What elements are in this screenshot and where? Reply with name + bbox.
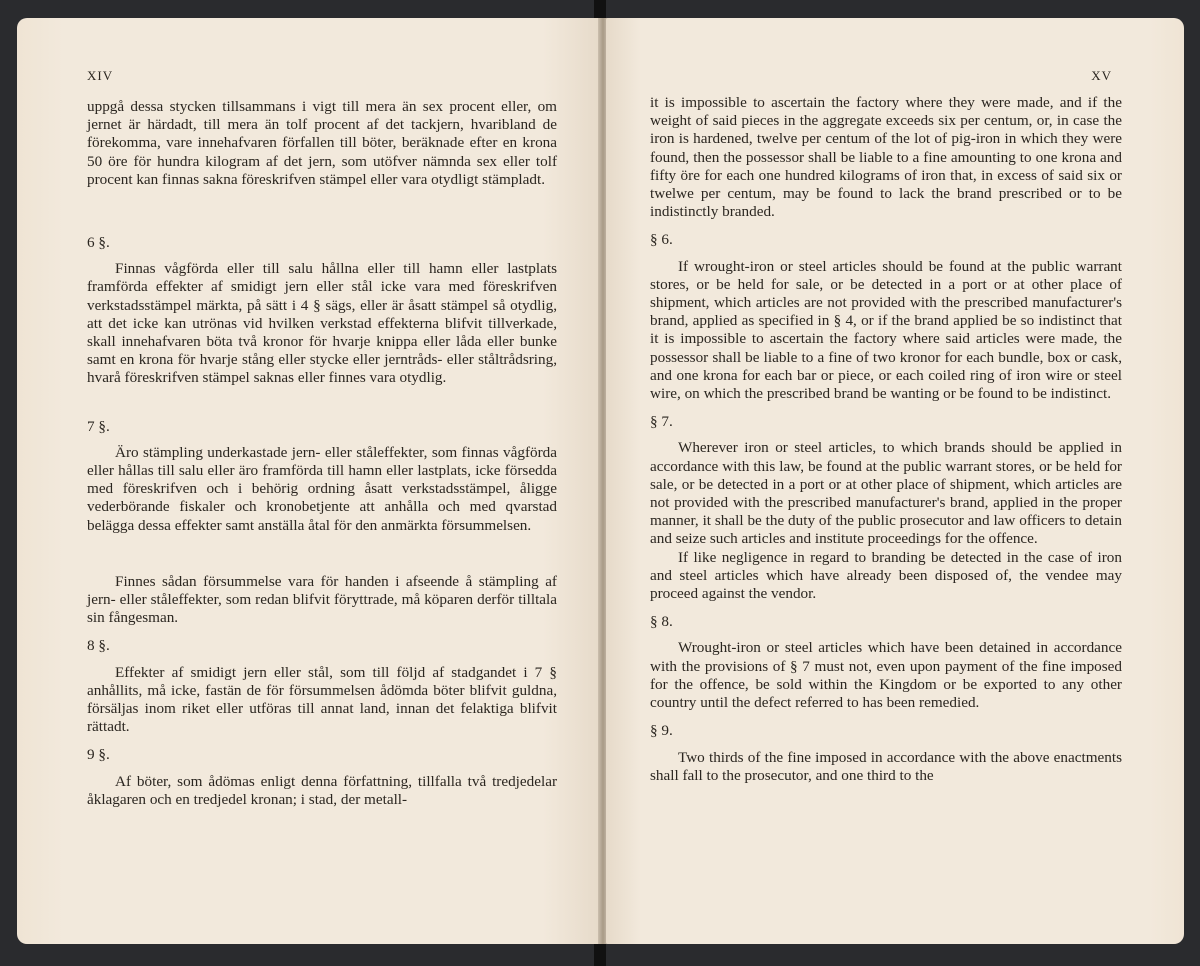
- bottom-clip: [594, 944, 606, 966]
- left-sec8-heading: 8 §.: [87, 637, 110, 655]
- right-sec8-text: Wrought-iron or steel articles which have been detained in accordance with the provisions of § 7 must not, even upon payment of the fine imposed for the offence, be sold within the Kingdom or be exported to any other country until the defect referred to has been remedied.: [650, 639, 1122, 712]
- right-page-number: XV: [1091, 68, 1112, 83]
- right-text-column: [650, 94, 1122, 785]
- top-clip: [594, 0, 606, 20]
- right-sec7-heading: § 7.: [650, 413, 673, 431]
- right-sec7-text-2: If like negligence in regard to branding be detected in the case of iron and steel articles which have already been disposed of, the vendee may proceed against the vendor.: [650, 548, 1122, 603]
- right-sec6-text: If wrought-iron or steel articles should be found at the public warrant stores, or be held for sale, or be detected in a port or at other place of shipment, which articles are not provided with the prescribed manufacturer's brand, applied as specified in § 4, or if the brand applied be so indistinct that it is impossible to ascertain the factory where said articles were made, the possessor shall be liable to a fine of two kronor for each bundle, box or cask, and one krona for each bar or piece, or each coiled ring of iron wire or steel wire, on which the prescribed brand be wanting or be found to be indistinct.: [650, 257, 1122, 403]
- left-sec6-text: Finnas vågförda eller till salu hållna eller till hamn eller lastplats framförda effekter af smidigt jern eller stål icke vara med föreskrifven verkstadsstämpel märkta, på sätt i 4 § sägs, eller är åsatt stämpel så otydlig, att det icke kan utrönas vid hvilken verkstad effekterna blifvit tillverkade, skall innehafvaren böta två kronor för hvarje knippa eller låda eller bunke samt en krona för hvarje stång eller stycke eller jerntråds- eller ståltrådsring, hvarå föreskrifven stämpel saknas eller finnes vara otydlig.: [87, 260, 557, 387]
- right-page: [606, 18, 1184, 944]
- left-sec9-heading: 9 §.: [87, 746, 110, 764]
- left-sec7-text-1: Äro stämpling underkastade jern- eller ståleffekter, som finnas vågförda eller hållas till salu eller äro framförda till hamn eller lastplats, icke försedda med föreskrifven och i behörig ordning åsatt verkstadsstämpel, åligge vederbörande fiskaler och kronobetjente att anhålla och med qvarstad belägga dessa effekter samt anställa åtal för den anmärkta försummelsen.: [87, 443, 557, 534]
- left-text-column: [87, 98, 557, 809]
- left-block-1: uppgå dessa stycken tillsammans i vigt till mera än sex procent eller, om jernet är härdadt, till mera än tolf procent af det tackjern, hvaribland de förekomma, vare innehafvaren förfallen till böter, beräknade efter en krona 50 öre för hundra kilogram af det jern, som utöfver nämnda sex eller tolf procent kan finnas sakna föreskrifven stämpel eller vara otydligt stämpladt.: [87, 98, 557, 188]
- right-sec9-heading: § 9.: [650, 722, 673, 740]
- left-page-number: XIV: [87, 68, 114, 83]
- left-sec7-text-2: Finnes sådan försummelse vara för handen i afseende å stämpling af jern- eller ståleffekter, som redan blifvit föryttrade, må köparen derför tilltala sin fångesman.: [87, 572, 557, 627]
- left-sec7-heading: 7 §.: [87, 417, 110, 435]
- left-sec9-text: Af böter, som ådömas enligt denna författning, tillfalla två tredjedelar åklagaren och en tredjedel kronan; i stad, der metall-: [87, 772, 557, 808]
- right-block-1: it is impossible to ascertain the factory where they were made, and if the weight of said pieces in the aggregate exceeds six per centum, or, in case the iron is hardened, twelve per centum of the lot of pig-iron in which they were found, then the possessor shall be liable to a fine amounting to one krona and fifty öre for each one hundred kilograms of iron that, in excess of said six or twelwe per centum, may be found to lack the brand prescribed or to be indistinctly branded.: [650, 94, 1122, 221]
- left-sec6-heading: 6 §.: [87, 234, 110, 252]
- left-page: [17, 18, 601, 944]
- right-sec8-heading: § 8.: [650, 613, 673, 631]
- right-sec9-text: Two thirds of the fine imposed in accordance with the above enactments shall fall to the prosecutor, and one third to the: [650, 748, 1122, 784]
- left-sec8-text: Effekter af smidigt jern eller stål, som till följd af stadgandet i 7 § anhållits, må icke, fastän de för försummelsen ådömda böter blifvit guldna, försäljas inom riket eller utföras till annat land, innan det felaktiga blifvit rättadt.: [87, 663, 557, 736]
- right-sec7-text-1: Wherever iron or steel articles, to which brands should be applied in accordance with this law, be found at the public warrant stores, or be held for sale, or be detected in a port or at other place of shipment, which articles are not provided with the prescribed manufacturer's brand, applied in the proper manner, it shall be the duty of the public prosecutor and law officers to detain and seize such articles and institute proceedings for the offence.: [650, 439, 1122, 548]
- right-sec6-heading: § 6.: [650, 231, 673, 249]
